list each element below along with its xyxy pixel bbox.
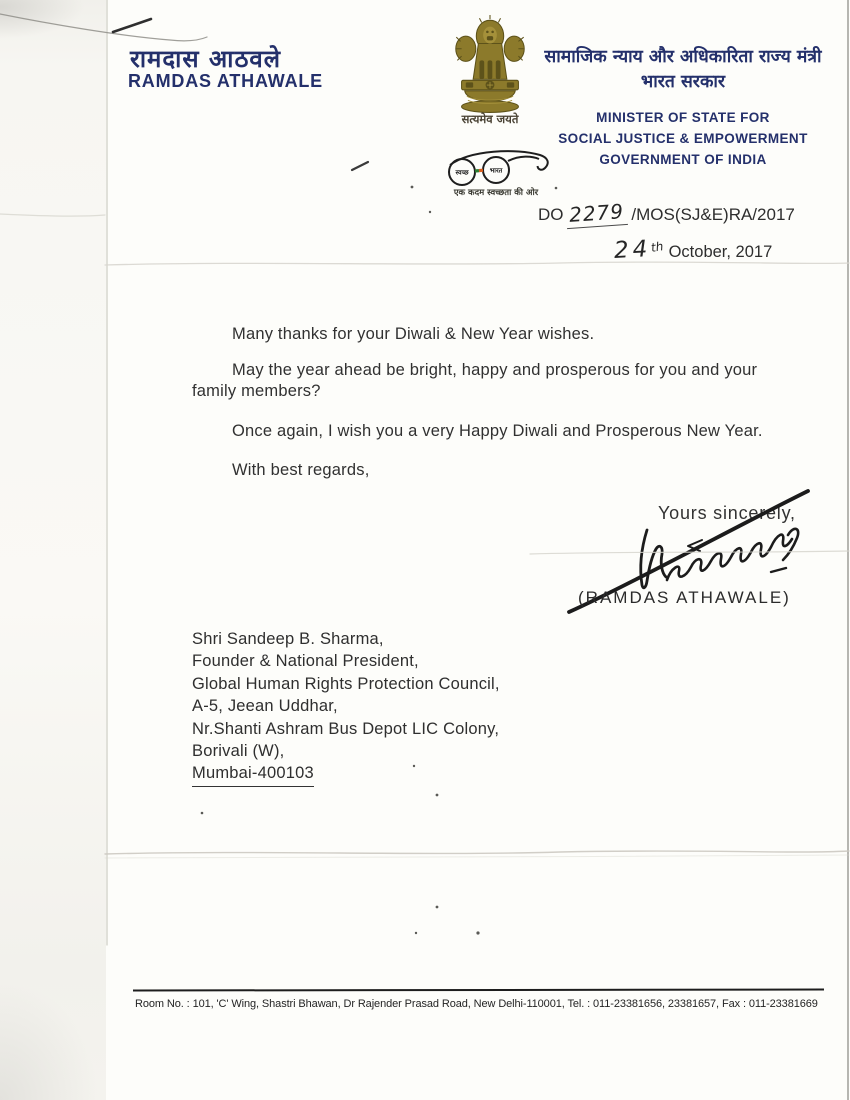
recipient-line: Nr.Shanti Ashram Bus Depot LIC Colony, <box>192 719 500 738</box>
body-paragraph-2-line1: May the year ahead be bright, happy and prosperous for you and your <box>232 361 758 379</box>
sender-name-hindi: रामदास आठवले <box>130 45 282 73</box>
signatory-name: (RAMDAS ATHAWALE) <box>578 588 791 607</box>
swachh-left-lens-text: स्वच्छ <box>455 168 469 177</box>
footer-rule <box>133 989 824 992</box>
ministry-english-line1: MINISTER OF STATE FOR <box>596 110 770 125</box>
swachh-right-lens-text: भारत <box>489 166 503 175</box>
valediction: Yours sincerely, <box>658 503 796 523</box>
recipient-line: A-5, Jeean Uddhar, <box>192 697 338 716</box>
body-paragraph-3: Once again, I wish you a very Happy Diwali and Prosperous New Year. <box>232 422 763 440</box>
reference-prefix: DO <box>538 205 564 224</box>
national-emblem-icon <box>452 14 528 114</box>
body-paragraph-2 <box>192 360 812 401</box>
date-ordinal-handwritten: th <box>650 239 665 255</box>
recipient-address <box>192 628 500 787</box>
date-line <box>614 237 772 263</box>
date-month-year: October, 2017 <box>668 243 773 261</box>
recipient-line: Global Human Rights Protection Council, <box>192 674 500 693</box>
reference-number-handwritten: 2279 <box>565 199 628 229</box>
reference-line <box>538 199 795 225</box>
ministry-english-line3: GOVERNMENT OF INDIA <box>599 152 767 167</box>
body-paragraph-1: Many thanks for your Diwali & New Year wishes. <box>232 325 595 343</box>
date-day-handwritten: 24 <box>613 236 652 264</box>
scanner-margin <box>0 0 106 1100</box>
ministry-hindi-line1: सामाजिक न्याय और अधिकारिता राज्य मंत्री <box>544 47 822 67</box>
swachh-tagline: एक कदम स्वच्छता की ओर <box>453 188 539 198</box>
recipient-line: Borivali (W), <box>192 742 285 761</box>
ministry-block <box>533 45 833 170</box>
ministry-english-line2: SOCIAL JUSTICE & EMPOWERMENT <box>558 131 808 146</box>
body-paragraph-2-line2: family members? <box>192 381 321 400</box>
ministry-hindi-line2: भारत सरकार <box>640 72 726 92</box>
body-closing: With best regards, <box>232 461 370 479</box>
footer-address: Room No. : 101, 'C' Wing, Shastri Bhawan, Dr Rajender Prasad Road, New Delhi-110001, Tel. : 011-23381656, 23381657, Fax : 011-23381669 <box>135 998 818 1010</box>
recipient-line: Shri Sandeep B. Sharma, <box>192 630 384 648</box>
recipient-line: Founder & National President, <box>192 652 419 671</box>
reference-suffix: /MOS(SJ&E)RA/2017 <box>631 205 795 224</box>
recipient-line-city: Mumbai-400103 <box>192 762 314 786</box>
emblem-motto: सत्यमेव जयते <box>461 112 519 126</box>
sender-name-english: RAMDAS ATHAWALE <box>128 71 323 91</box>
